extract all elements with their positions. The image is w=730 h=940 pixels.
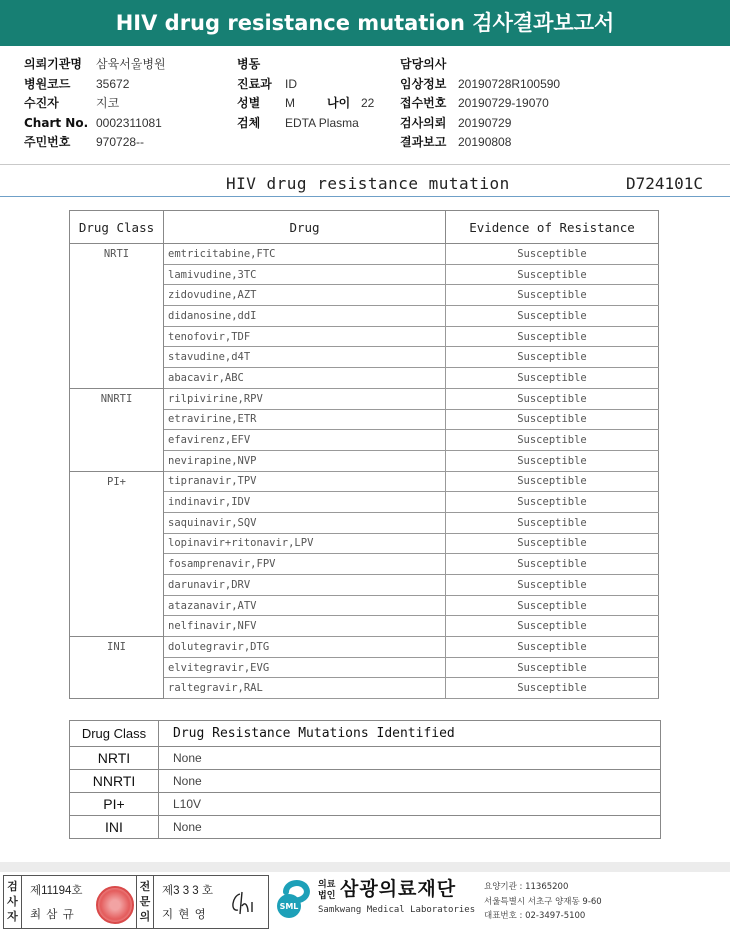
mutation-value-cell: None (159, 816, 661, 839)
org-type: 의료법인 (318, 880, 336, 901)
specialist-number: 제3 3 3 호 (162, 885, 213, 897)
table-row (70, 770, 661, 793)
age-label: 나이 (327, 96, 351, 110)
sml-logo-icon (272, 876, 316, 920)
evidence-cell: Susceptible (446, 326, 659, 347)
drug-cell: tenofovir,TDF (164, 326, 446, 347)
mutation-table-header (70, 721, 661, 747)
drug-cell: nelfinavir,NFV (164, 616, 446, 637)
drug-class-cell: NRTI (70, 244, 164, 389)
table-row (70, 388, 659, 409)
tester-number: 제11194호 (30, 885, 83, 897)
drug-cell: rilpivirine,RPV (164, 388, 446, 409)
evidence-cell: Susceptible (446, 285, 659, 306)
org-name: 삼광의료재단 (340, 878, 457, 900)
resistance-table-body (70, 244, 659, 699)
signature-mark-icon (226, 886, 260, 920)
drug-cell: atazanavir,ATV (164, 595, 446, 616)
patient-info-col3 (400, 55, 560, 153)
evidence-cell: Susceptible (446, 368, 659, 389)
org-english-name: Samkwang Medical Laboratories (318, 905, 476, 915)
org-address: 서울특별시 서초구 양재동 9-60 (484, 897, 602, 907)
drug-cell: saquinavir,SQV (164, 512, 446, 533)
col-header-drug-class: Drug Class (70, 721, 159, 747)
evidence-cell: Susceptible (446, 409, 659, 430)
report-title: HIV drug resistance mutation (226, 174, 510, 193)
resistance-table-header (70, 211, 659, 244)
mutation-table-body (70, 747, 661, 839)
evidence-cell: Susceptible (446, 575, 659, 596)
drug-class-cell: INI (70, 637, 164, 699)
drug-cell: etravirine,ETR (164, 409, 446, 430)
mutation-value-cell: None (159, 747, 661, 770)
info-row-specimen: 검체 EDTA Plasma (237, 115, 359, 130)
col-header-drug-class: Drug Class (70, 211, 164, 244)
specialist-label: 전문의 (136, 876, 154, 928)
drug-cell: dolutegravir,DTG (164, 637, 446, 658)
info-row-physician: 담당의사 (400, 57, 447, 71)
mutation-table (69, 720, 661, 839)
footer-band (0, 862, 730, 872)
drug-cell: indinavir,IDV (164, 492, 446, 513)
info-row-department: 진료과 ID (237, 76, 297, 91)
tester-label: 검사자 (4, 876, 22, 928)
page-title: HIV drug resistance mutation 검사결과보고서 (115, 11, 615, 35)
report-code: D724101C (626, 174, 704, 193)
org-code: 요양기관 : 11365200 (484, 882, 569, 892)
signature-box (3, 875, 269, 929)
evidence-cell: Susceptible (446, 512, 659, 533)
drug-cell: nevirapine,NVP (164, 450, 446, 471)
drug-cell: abacavir,ABC (164, 368, 446, 389)
mutation-class-cell: PI+ (70, 793, 159, 816)
info-row-hospital-code: 병원코드 35672 (24, 76, 130, 91)
drug-cell: emtricitabine,FTC (164, 244, 446, 265)
evidence-cell: Susceptible (446, 533, 659, 554)
evidence-cell: Susceptible (446, 637, 659, 658)
table-row (70, 637, 659, 658)
drug-cell: tipranavir,TPV (164, 471, 446, 492)
info-row-clinical-info: 임상정보 20190728R100590 (400, 76, 561, 91)
org-phone: 대표번호 : 02-3497-5100 (484, 911, 586, 921)
evidence-cell: Susceptible (446, 678, 659, 699)
drug-class-cell: PI+ (70, 471, 164, 637)
svg-text:SML: SML (279, 902, 299, 911)
info-row-ward: 병동 (237, 57, 261, 71)
drug-class-cell: NNRTI (70, 388, 164, 471)
info-row-receipt-no: 접수번호 20190729-19070 (400, 96, 549, 110)
evidence-cell: Susceptible (446, 492, 659, 513)
mutation-class-cell: NNRTI (70, 770, 159, 793)
drug-cell: lopinavir+ritonavir,LPV (164, 533, 446, 554)
info-row-institution: 의뢰기관명 삼육서울병원 (24, 57, 166, 71)
info-row-request-date: 검사의뢰 20190729 (400, 115, 512, 130)
mutation-value-cell: None (159, 770, 661, 793)
evidence-cell: Susceptible (446, 450, 659, 471)
drug-cell: raltegravir,RAL (164, 678, 446, 699)
evidence-cell: Susceptible (446, 264, 659, 285)
drug-cell: stavudine,d4T (164, 347, 446, 368)
drug-cell: elvitegravir,EVG (164, 657, 446, 678)
table-row (70, 816, 661, 839)
table-row (70, 471, 659, 492)
mutation-class-cell: INI (70, 816, 159, 839)
table-row (70, 793, 661, 816)
drug-cell: lamivudine,3TC (164, 264, 446, 285)
seal-stamp-icon (96, 886, 134, 924)
age-value: 22 (361, 96, 375, 110)
col-header-evidence: Evidence of Resistance (446, 211, 659, 244)
tester-name: 최 삼 규 (30, 909, 75, 921)
info-row-chart-no: Chart No. 0002311081 (24, 115, 162, 130)
info-row-resident-no: 주민번호 970728-- (24, 135, 145, 149)
evidence-cell: Susceptible (446, 306, 659, 327)
evidence-cell: Susceptible (446, 657, 659, 678)
header-divider (0, 164, 730, 165)
drug-cell: darunavir,DRV (164, 575, 446, 596)
info-row-sex-age: 성별 M 나이 22 (237, 94, 374, 114)
patient-info-col2 (237, 55, 374, 133)
evidence-cell: Susceptible (446, 430, 659, 451)
evidence-cell: Susceptible (446, 244, 659, 265)
col-header-mutations: Drug Resistance Mutations Identified (159, 721, 661, 747)
evidence-cell: Susceptible (446, 347, 659, 368)
col-header-drug: Drug (164, 211, 446, 244)
info-row-report-date: 결과보고 20190808 (400, 135, 512, 149)
mutation-class-cell: NRTI (70, 747, 159, 770)
evidence-cell: Susceptible (446, 554, 659, 575)
drug-cell: efavirenz,EFV (164, 430, 446, 451)
evidence-cell: Susceptible (446, 616, 659, 637)
info-row-patient: 수진자 지코 (24, 96, 120, 110)
mutation-value-cell: L10V (159, 793, 661, 816)
specialist-name: 지 현 영 (162, 909, 207, 921)
resistance-table (69, 210, 659, 699)
patient-info-col1 (24, 55, 166, 153)
report-title-underline (0, 196, 730, 197)
table-row (70, 244, 659, 265)
evidence-cell: Susceptible (446, 595, 659, 616)
drug-cell: didanosine,ddI (164, 306, 446, 327)
evidence-cell: Susceptible (446, 388, 659, 409)
evidence-cell: Susceptible (446, 471, 659, 492)
drug-cell: zidovudine,AZT (164, 285, 446, 306)
drug-cell: fosamprenavir,FPV (164, 554, 446, 575)
table-row (70, 747, 661, 770)
